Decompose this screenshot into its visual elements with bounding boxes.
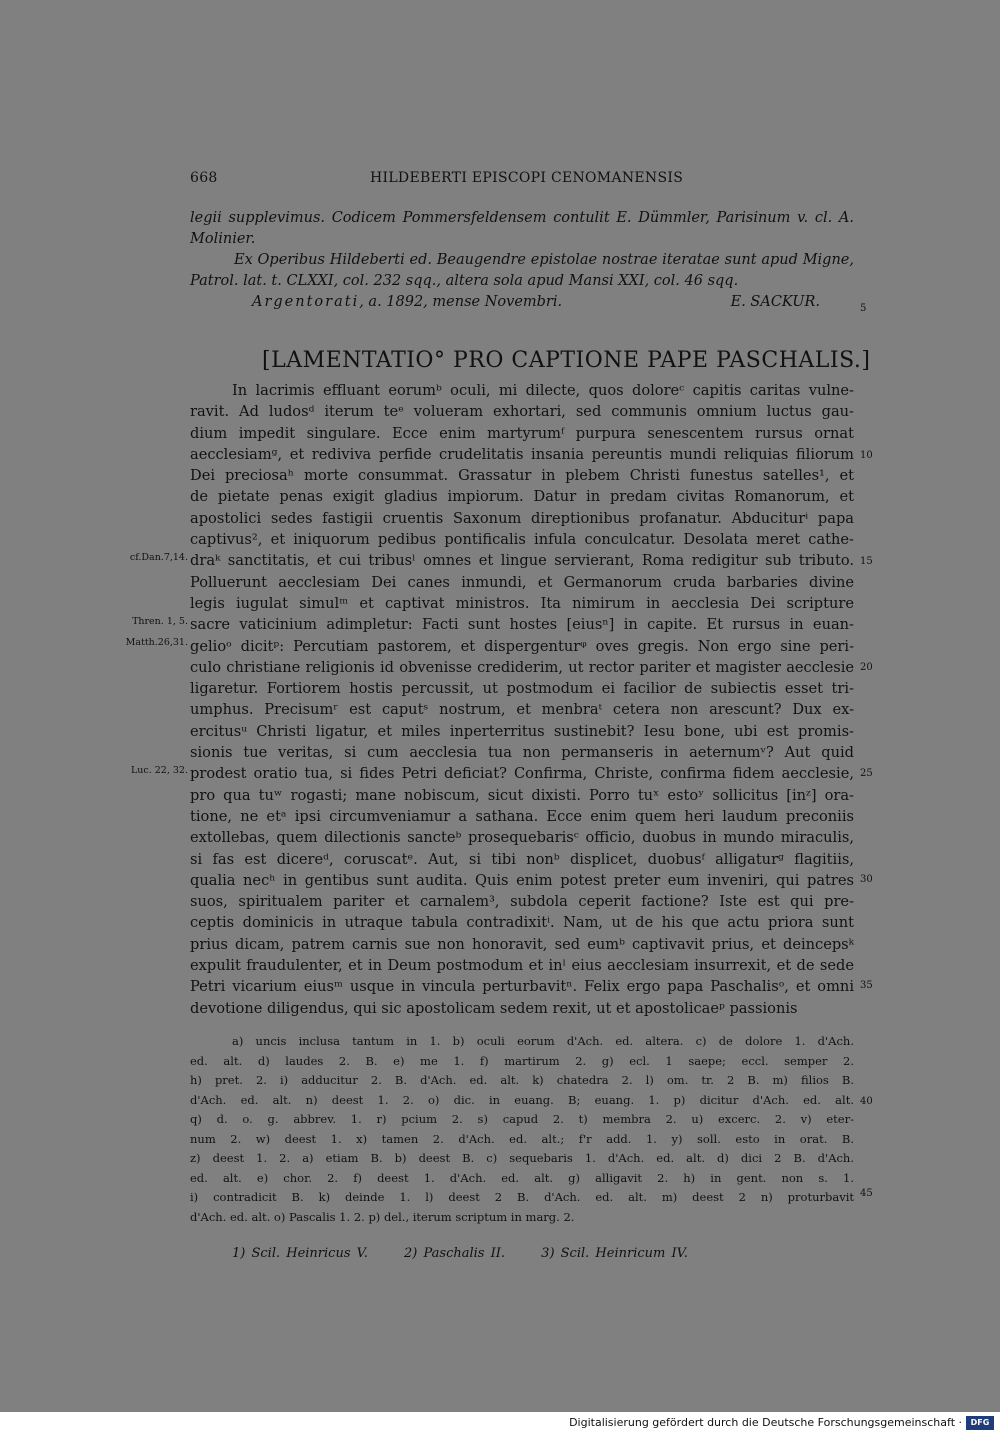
text-line: Petri vicarium eiusᵐ usque in vincula perturbavitⁿ. Felix ergo papa Paschalisᵒ, et omni (190, 978, 854, 996)
text-line: Polluerunt aecclesiam Dei canes inmundi, et Germanorum cruda barbaries divine (190, 573, 854, 591)
line-number: 15 (860, 556, 873, 567)
page-number: 668 (190, 170, 218, 186)
line-number: 40 (860, 1096, 873, 1107)
line-number: 5 (860, 303, 867, 314)
text-line: devotione diligendus, qui sic apostolicam sedem rexit, ut et apostolicaeᵖ passionis (190, 999, 798, 1017)
line-number: 30 (860, 874, 873, 885)
text-line: apostolici sedes fastigii cruentis Saxonum direptionibus profanatur. Abduciturⁱ papa (190, 509, 854, 527)
footnote-line: a) uncis inclusa tantum in 1. b) oculi eorum d'Ach. ed. altera. c) de dolore 1. d'Ach. (232, 1034, 854, 1048)
main-text (190, 380, 854, 1019)
footer-bar (0, 1412, 1000, 1434)
line-number: 35 (860, 980, 873, 991)
funding-credit: Digitalisierung gefördert durch die Deutsche Forschungsgemeinschaft · (569, 1416, 962, 1429)
footnote-line: z) deest 1. 2. a) etiam B. b) deest B. c) sequebaris 1. d'Ach. ed. alt. d) dici 2 B. d'Ach. (190, 1151, 854, 1165)
text-line: qualia necʰ in gentibus sunt audita. Quis enim potest preter eum inveniri, qui patres (190, 871, 854, 889)
text-line: si fas est dicereᵈ, coruscatᵉ. Aut, si tibi nonᵇ displicet, duobusᶠ alligaturᵍ flagitiis, (190, 850, 854, 868)
text-line: aecclesiamᵍ, et rediviva perfide crudelitatis insania pereuntis mundi reliquias filiorum (190, 445, 854, 463)
text-line: culo christiane religionis id obvenisse crediderim, ut rector pariter et magister aecclesie (190, 658, 854, 676)
line-number: 10 (860, 450, 873, 461)
text-line: ercitusᵘ Christi ligatur, et miles inperterritus sustinebit? Iesu bone, ubi est promis- (190, 722, 854, 740)
margin-reference: Luc. 22, 32. (130, 765, 188, 776)
text-line: sacre vaticinium adimpletur: Facti sunt hostes [eiusⁿ] in capite. Et rursus in euan- (190, 616, 854, 634)
dateline (190, 292, 854, 313)
footnote-line: i) contradicit B. k) deinde 1. l) deest 2 B. d'Ach. ed. alt. m) deest 2 n) proturbavit (190, 1190, 854, 1204)
dateline-date: , a. 1892, mense Novembri. (359, 294, 563, 310)
intro-paragraph-2: Ex Operibus Hildeberti ed. Beaugendre epistolae nostrae iteratae sunt apud Migne, Patrol. lat. t. CLXXI, col. 232 sqq., altera sola apud Mansi XXI, col. 46 sqq. (190, 252, 854, 289)
text-line: expulit fraudulenter, et in Deum postmodum et inˡ eius aecclesiam insurrexit, et de sede (190, 957, 854, 975)
text-line: ceptis dominicis in utraque tabula contradixitⁱ. Nam, ut de his que actu priora sunt (190, 914, 854, 932)
line-number: 25 (860, 768, 873, 779)
line-number: 45 (860, 1188, 873, 1199)
text-line: sionis tue veritas, si cum aecclesia tua non permanseris in aeternumᵛ? Aut quid (190, 744, 854, 762)
line-number: 20 (860, 662, 873, 673)
editorial-intro (190, 208, 854, 313)
intro-paragraph-1: legii supplevimus. Codicem Pommersfeldensem contulit E. Dümmler, Parisinum v. cl. A. Molinier. (190, 210, 854, 247)
margin-reference: Matth.26,31. (125, 637, 188, 648)
footnote-line: d'Ach. ed. alt. o) Pascalis 1. 2. p) del., iterum scriptum in marg. 2. (190, 1209, 575, 1224)
dateline-place: Argentorati (252, 294, 360, 310)
footnote-line: h) pret. 2. i) adducitur 2. B. d'Ach. ed. alt. k) chatedra 2. l) om. tr. 2 B. m) filios B. (190, 1073, 854, 1087)
text-line: de pietate penas exigit gladius impiorum. Datur in predam civitas Romanorum, et (190, 488, 854, 506)
note-2: 2) Paschalis II. (404, 1246, 506, 1261)
text-line: In lacrimis effluant eorumᵇ oculi, mi dilecte, quos doloreᶜ capitis caritas vulne- (232, 382, 854, 399)
note-1: 1) Scil. Heinricus V. (232, 1246, 368, 1261)
note-3: 3) Scil. Heinricum IV. (541, 1246, 688, 1261)
text-line: tione, ne etᵃ ipsi circumveniamur a sathana. Ecce enim quem heri laudum preconiis (190, 807, 854, 825)
margin-reference: Thren. 1, 5. (132, 616, 188, 627)
text-line: captivus², et iniquorum pedibus pontificalis infula conculcatur. Desolata meret cathe- (190, 531, 854, 549)
footnote-line: ed. alt. d) laudes 2. B. e) me 1. f) martirum 2. g) ecl. 1 saepe; eccl. semper 2. (190, 1053, 854, 1068)
footnote-line: q) d. o. g. abbrev. 1. r) pcium 2. s) capud 2. t) membra 2. u) excerc. 2. v) eter- (190, 1112, 854, 1126)
dfg-logo: DFG (966, 1416, 994, 1430)
footnote-line: ed. alt. e) chor. 2. f) deest 1. d'Ach. ed. alt. g) alligavit 2. h) in gent. non s. 1. (190, 1170, 854, 1185)
text-line: draᵏ sanctitatis, et cui tribusˡ omnes et lingue servierant, Roma redigitur sub tributo. (190, 552, 854, 570)
text-line: Dei preciosaʰ morte consummat. Grassatur in plebem Christi funestus satelles¹, et (190, 467, 854, 485)
letter-title: [LAMENTATIO° PRO CAPTIONE PAPE PASCHALIS.] (262, 348, 871, 373)
text-line: pro qua tuʷ rogasti; mane nobiscum, sicut dixisti. Porro tuˣ estoʸ sollicitus [inᶻ] ora- (190, 786, 854, 804)
editor-signature: E. SACKUR. (730, 294, 820, 310)
text-line: ligaretur. Fortiorem hostis percussit, ut postmodum ei facilior de subiectis esset tri- (190, 680, 854, 698)
text-line: ravit. Ad ludosᵈ iterum teᵉ volueram exhortari, sed communis omnium luctus gau- (190, 403, 854, 421)
text-line: umphus. Precisumʳ est caputˢ nostrum, et menbraᵗ cetera non arescunt? Dux ex- (190, 701, 854, 719)
text-line: suos, spiritualem pariter et carnalem³, subdola ceperit factione? Iste est qui pre- (190, 893, 854, 911)
margin-reference: cf.Dan.7,14. (129, 552, 188, 563)
running-title: HILDEBERTI EPISCOPI CENOMANENSIS (370, 170, 684, 186)
footnote-line: num 2. w) deest 1. x) tamen 2. d'Ach. ed. alt.; f'r add. 1. y) soll. esto in orat. B. (190, 1131, 854, 1146)
text-line: prodest oratio tua, si fides Petri deficiat? Confirma, Christe, confirma fidem aecclesie, (190, 765, 854, 783)
text-line: prius dicam, patrem carnis sue non honoravit, sed eumᵇ captivavit prius, et deincepsᵏ (190, 935, 854, 953)
text-line: gelioᵒ dicitᵖ: Percutiam pastorem, et dispergenturᵠ oves gregis. Non ergo sine peri- (190, 637, 854, 655)
text-line: dium impedit singulare. Ecce enim martyrumᶠ purpura senescentem rursus ornat (190, 424, 854, 442)
footnote-line: d'Ach. ed. alt. n) deest 1. 2. o) dic. in euang. B; euang. 1. p) dicitur d'Ach. ed. alt. (190, 1092, 854, 1107)
text-line: legis iugulat simulᵐ et captivat ministros. Ita nimirum in aecclesia Dei scripture (190, 594, 854, 612)
critical-apparatus (190, 1032, 854, 1227)
text-line: extollebas, quem dilectionis sancteᵇ prosequebarisᶜ officio, duobus in mundo miraculis, (190, 829, 854, 847)
historical-notes (232, 1246, 718, 1261)
